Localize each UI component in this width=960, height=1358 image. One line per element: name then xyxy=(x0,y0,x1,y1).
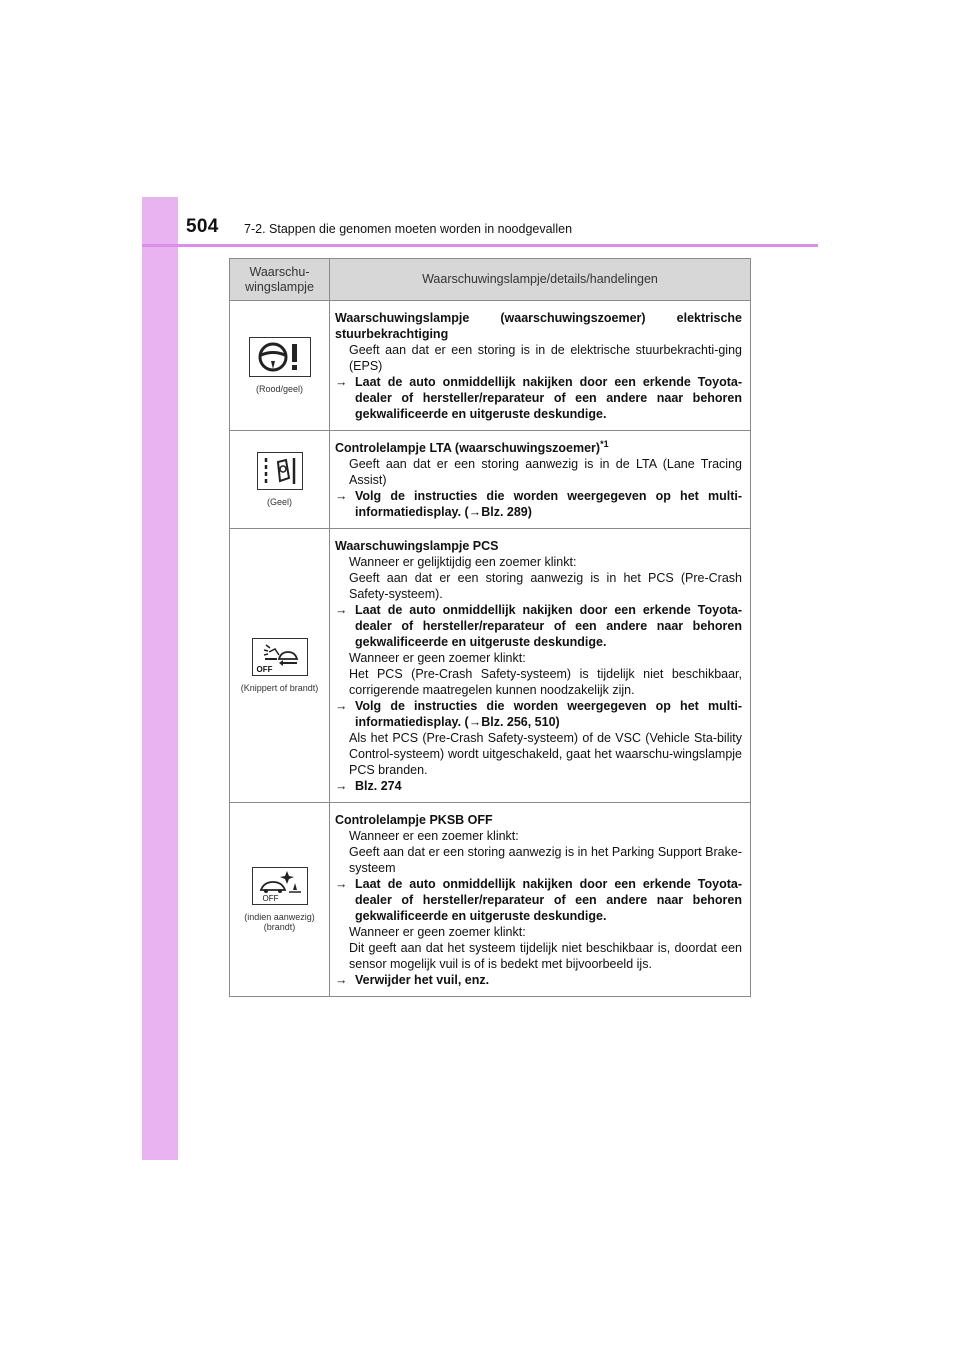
section-title: 7-2. Stappen die genomen moeten worden in noodgevallen xyxy=(244,222,573,236)
icon-caption: (indien aanwezig) (brandt) xyxy=(244,912,315,932)
arrow-icon: → xyxy=(335,973,348,987)
off-label: OFF xyxy=(262,894,279,903)
power-steering-warning-icon xyxy=(249,337,311,377)
lane-tracing-assist-icon xyxy=(257,452,303,490)
icon-caption: (Geel) xyxy=(266,497,292,507)
arrow-icon: → xyxy=(335,699,348,713)
row-description: Geeft aan dat er een storing aanwezig is in het Parking Support Brake-systeem xyxy=(349,845,742,875)
page-number: 504 xyxy=(186,216,219,237)
row-subheading: Wanneer er een zoemer klinkt: xyxy=(349,829,519,843)
row-title: Waarschuwingslampje PCS xyxy=(335,539,499,553)
chapter-sidebar-tab xyxy=(142,197,178,1160)
arrow-icon: → xyxy=(335,877,348,891)
header-rule xyxy=(142,244,818,247)
arrow-icon: → xyxy=(335,603,348,617)
row-subheading: Wanneer er geen zoemer klinkt: xyxy=(349,651,526,665)
row-subheading: Wanneer er gelijktijdig een zoemer klinkt: xyxy=(349,555,577,569)
row-title: Controlelampje PKSB OFF xyxy=(335,813,493,827)
row-action: → Volg de instructies die worden weergegeven op het multi-informatiedisplay. (→Blz. 289) xyxy=(335,489,742,519)
row-action: → Laat de auto onmiddellijk nakijken door een erkende Toyota-dealer of hersteller/reparateur of een andere naar behoren gekwalificeerde en uitgeruste deskundige. xyxy=(335,603,742,649)
warning-light-table xyxy=(229,258,751,997)
row-action: → Laat de auto onmiddellijk nakijken door een erkende Toyota-dealer of hersteller/reparateur of een andere naar behoren gekwalificeerde en uitgeruste deskundige. xyxy=(335,375,742,421)
row-description: Geeft aan dat er een storing aanwezig is in de LTA (Lane Tracing Assist) xyxy=(349,457,742,487)
arrow-icon: → xyxy=(335,375,348,389)
table-row xyxy=(230,431,751,529)
row-action: → Laat de auto onmiddellijk nakijken door een erkende Toyota-dealer of hersteller/reparateur of een andere naar behoren gekwalificeerde en uitgeruste deskundige. xyxy=(335,877,742,923)
table-row xyxy=(230,803,751,997)
row-description: Het PCS (Pre-Crash Safety-systeem) is tijdelijk niet beschikbaar, corrigerende maatregelen kunnen noodzakelijk zijn. xyxy=(349,667,742,697)
column-header-light: Waarschu-wingslampje xyxy=(230,259,330,301)
column-header-details: Waarschuwingslampje/details/handelingen xyxy=(330,259,751,301)
icon-caption: (Rood/geel) xyxy=(255,384,304,394)
row-action-link[interactable]: → Blz. 274 xyxy=(335,779,402,793)
page-reference-link[interactable]: →Blz. 256, 510) xyxy=(468,715,560,729)
table-row xyxy=(230,529,751,803)
pksb-off-icon xyxy=(252,867,308,905)
arrow-icon: → xyxy=(468,715,482,729)
table-row xyxy=(230,301,751,431)
footnote-marker: *1 xyxy=(600,438,609,449)
row-description: Dit geeft aan dat het systeem tijdelijk niet beschikbaar is, doordat een sensor mogelijk vuil is of is bedekt met bijvoorbeeld ijs. xyxy=(349,941,742,971)
off-label: OFF xyxy=(256,665,273,674)
page-reference-link[interactable]: →Blz. 289) xyxy=(468,505,532,519)
pcs-off-icon xyxy=(252,638,308,676)
row-description: Als het PCS (Pre-Crash Safety-systeem) of de VSC (Vehicle Sta-bility Control-systeem) wordt uitgeschakeld, gaat het waarschu-wingslampje PCS branden. xyxy=(349,731,742,777)
row-title: Waarschuwingslampje (waarschuwingszoemer) elektrische stuurbekrachtiging xyxy=(335,311,742,341)
arrow-icon: → xyxy=(468,505,482,519)
icon-caption: (Knippert of brandt) xyxy=(240,683,319,693)
row-title: Controlelampje LTA (waarschuwingszoemer)$^{*1}$ xyxy=(335,438,609,455)
arrow-icon: → xyxy=(335,779,348,793)
row-action: → Verwijder het vuil, enz. xyxy=(335,973,490,987)
row-description: Geeft aan dat er een storing aanwezig is in het PCS (Pre-Crash Safety-systeem). xyxy=(349,571,742,601)
row-subheading: Wanneer er geen zoemer klinkt: xyxy=(349,925,526,939)
row-action: → Volg de instructies die worden weergegeven op het multi-informatiedisplay. (→Blz. 256, 510) xyxy=(335,699,742,729)
row-description: Geeft aan dat er een storing is in de elektrische stuurbekrachti-ging (EPS) xyxy=(349,343,742,373)
arrow-icon: → xyxy=(335,489,348,503)
